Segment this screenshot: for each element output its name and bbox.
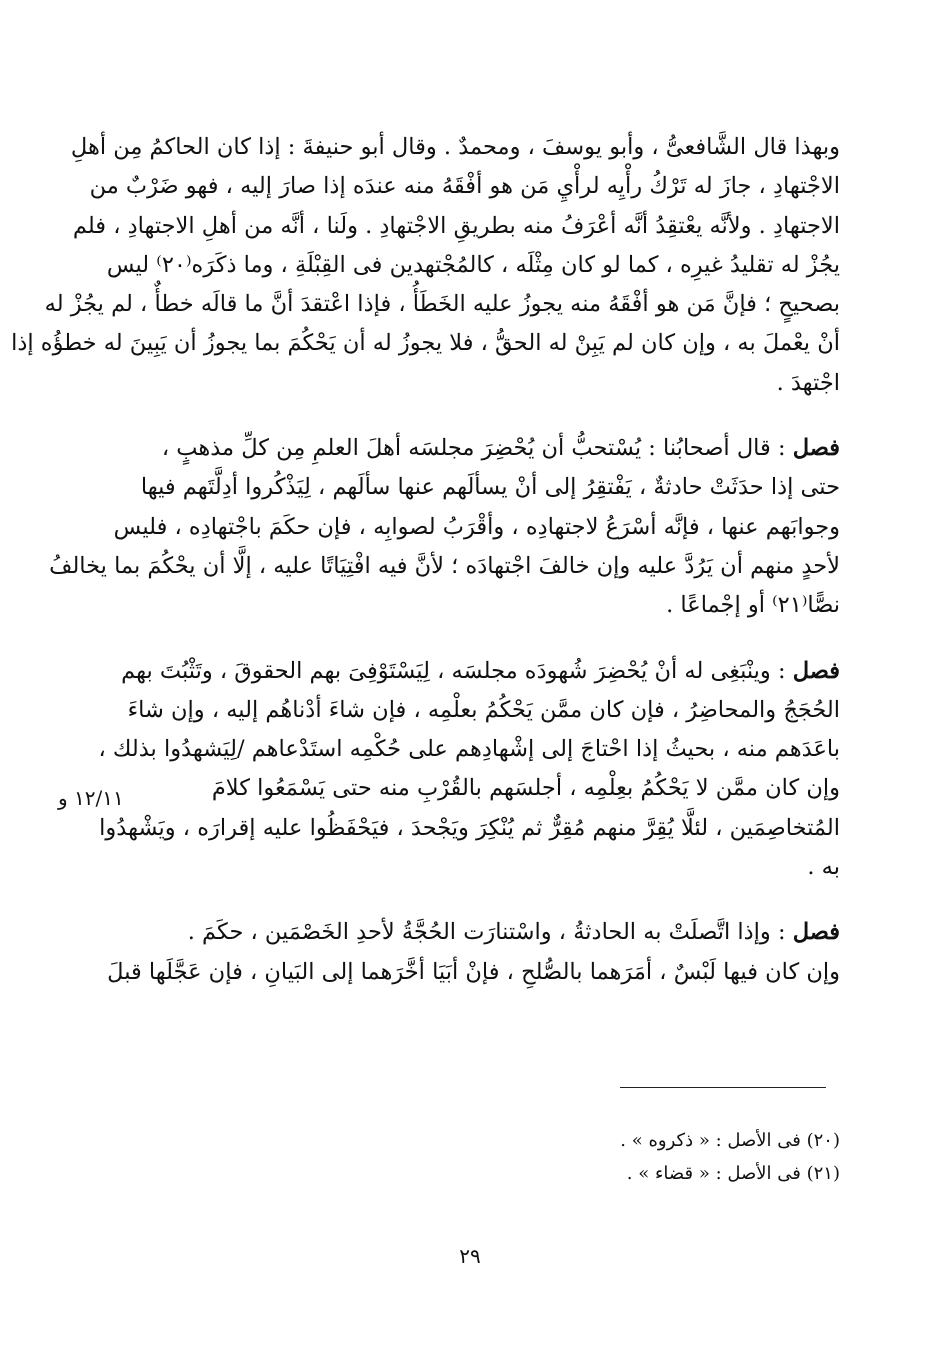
text-line: وبهذا قال الشَّافعىُّ ، وأبو يوسفَ ، ومحمدٌ . وقال أبو حنيفةَ : إذا كان الحاكمُ مِن أهلِ xyxy=(70,134,840,160)
section-heading: فصل xyxy=(792,435,840,462)
footnote-20: (٢٠) فى الأصل : « ذكروه » . xyxy=(620,1130,840,1151)
text-line: يجُزْ له تقليدُ غيرِه ، كما لو كان مِثْلَه ، كالمُجْتهدين فى القِبْلَةِ ، وما ذكَرَه⁽٢٠⁾ ليس xyxy=(106,251,840,278)
footnote-21: (٢١) فى الأصل : « قضاء » . xyxy=(626,1163,840,1184)
text-line-rest: : وإذا اتَّصلَتْ به الحادثةُ ، واسْتنارَت الحُجَّةُ لأحدِ الخَصْمَين ، حكَمَ . xyxy=(187,919,793,946)
paragraph-2 xyxy=(49,429,840,625)
text-line: المُتخاصِمَين ، لئلَّا يُقِرَّ منهم مُقِرٌّ ثم يُنْكِرَ ويَجْحدَ ، فيَحْفَظُوا عليه إقرارَه ، ويَشْهدُوا xyxy=(99,814,840,841)
margin-folio-note: ١٢/١١ و xyxy=(58,786,124,810)
text-line: وجوابَهم عنها ، فإنَّه أسْرَعُ لاجتهادِه ، وأقْرَبُ لصوابِه ، فإن حكَمَ باجْتهادِه ، فليس xyxy=(113,513,840,540)
text-line: باعَدَهم منه ، بحيثُ إذا احْتاجَ إلى إشْهادِهم على حُكْمِه استَدْعاهم /لِيَشهدُوا بذلك ، xyxy=(98,736,840,763)
text-line: نصًّا⁽٢١⁾ أو إجْماعًا . xyxy=(666,592,840,619)
text-line: اجْتهدَ . xyxy=(776,369,840,396)
paragraph-4 xyxy=(107,913,840,992)
text-line: الاجْتهادِ ، جازَ له تَرْكُ رأْيِه لرأْيِ مَن هو أفْقَهُ منه عندَه إذا صارَ إليه ، فهو ضَرْبٌ من xyxy=(89,173,840,200)
text-line: حتى إذا حدَثَتْ حادثةٌ ، يَفْتقِرُ إلى أنْ يسألَهم عنها سألَهم ، لِيَذْكُروا أدِلَّتَهم فيها xyxy=(140,474,840,501)
paragraph-3 xyxy=(98,652,840,888)
text-line: به . xyxy=(807,854,840,881)
text-line: وإن كان ممَّن لا يَحْكُمُ بعِلْمِه ، أجلسَهم بالقُرْبِ منه حتى يَسْمَعُوا كلامَ xyxy=(211,775,840,802)
text-line xyxy=(121,652,840,691)
text-line: وإن كان فيها لَبْسٌ ، أمَرَهما بالصُّلحِ ، فإنْ أبَيَا أخَّرَهما إلى البَيانِ ، فإن عَجَّلَها قبلَ xyxy=(107,958,840,985)
footnotes xyxy=(520,1124,840,1190)
footnote-separator xyxy=(620,1087,826,1088)
text-line: بصحيحٍ ؛ فإنَّ مَن هو أفْقَهُ منه يجوزُ عليه الخَطَأُ ، فإذا اعْتقدَ أنَّ ما قالَه خطأٌ ، لم يجُزْ له xyxy=(44,291,840,318)
text-line: الحُجَجُ والمحاضِرُ ، فإن كان ممَّن يَحْكُمُ بعلْمِه ، فإن شاءَ أدْناهُم إليه ، وإن شاءَ xyxy=(127,696,840,723)
text-line: الاجتهادِ . ولأنَّه يعْتقِدُ أنَّه أعْرَفُ منه بطريقِ الاجْتهادِ . ولَنا ، أنَّه من أهلِ الاجتهادِ ، فلم xyxy=(72,212,840,239)
text-line xyxy=(140,429,840,468)
text-line-rest: : وينْبَغِى له أنْ يُحْضِرَ شُهودَه مجلسَه ، لِيَسْتَوْفِىَ بهم الحقوقَ ، وتَثْبُتَ بهم xyxy=(121,657,793,684)
page-number: ٢٩ xyxy=(459,1244,481,1268)
section-heading: فصل xyxy=(792,657,840,684)
section-heading: فصل xyxy=(792,919,840,946)
text-line: أنْ يعْملَ به ، وإن كان لم يَبِنْ له الحقُّ ، فلا يجوزُ له أن يَحْكُمَ بما يجوزُ أن يَبِينَ له خطؤُه إذا xyxy=(11,330,840,357)
text-line: لأحدٍ منهم أن يَرُدَّ عليه وإن خالفَ اجْتهادَه ؛ لأنَّ فيه افْتِيَاتًا عليه ، إلَّا أن يحْكُمَ بما يخالفُ xyxy=(49,552,840,579)
paragraph-1 xyxy=(11,128,840,403)
text-line xyxy=(140,913,840,952)
text-line-rest: : قال أصحابُنا : يُسْتحبُّ أن يُحْضِرَ مجلسَه أهلَ العلمِ مِن كلِّ مذهبٍ ، xyxy=(161,435,793,462)
